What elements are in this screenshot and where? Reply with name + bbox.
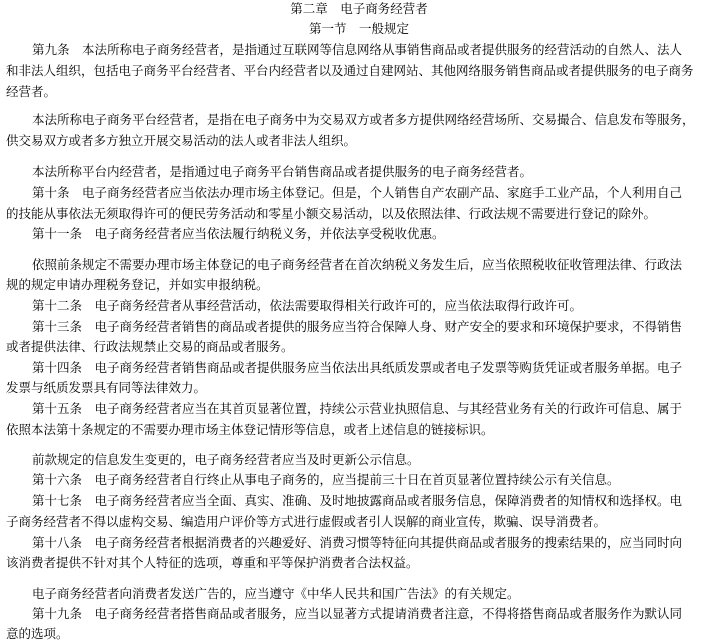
article-12-line: 第十二条 电子商务经营者从事经营活动，依法需要取得相关行政许可的，应当依法取得行政许可。: [32, 298, 583, 313]
article-9-line-2: 和非法人组织，包括电子商务平台经营者、平台内经营者以及通过自建网站、其他网络服务销售商品或者提供服务的电子商务: [6, 63, 694, 78]
article-19-line-2: 意的选项。: [6, 626, 69, 641]
article-13-line-1: 第十三条 电子商务经营者销售的商品或者提供的服务应当符合保障人身、财产安全的要求和环境保护要求，不得销售: [32, 319, 683, 334]
article-17-line-2: 子商务经营者不得以虚构交易、编造用户评价等方式进行虚假或者引人误解的商业宣传，欺骗、误导消费者。: [6, 514, 607, 529]
article-11-line: 第十一条 电子商务经营者应当依法履行纳税义务，并依法享受税收优惠。: [32, 226, 445, 241]
article-14-line-1: 第十四条 电子商务经营者销售商品或者提供服务应当依法出具纸质发票或者电子发票等购货凭证或者服务单据。电子: [32, 360, 683, 375]
article-16-line: 第十六条 电子商务经营者自行终止从事电子商务的，应当提前三十日在首页显著位置持续公示有关信息。: [32, 472, 620, 487]
info-update-line: 前款规定的信息发生变更的，电子商务经营者应当及时更新公示信息。: [32, 452, 420, 467]
advertising-line: 电子商务经营者向消费者发送广告的，应当遵守《中华人民共和国广告法》的有关规定。: [32, 586, 520, 601]
in-platform-operator-line: 本法所称平台内经营者，是指通过电子商务平台销售商品或者提供服务的电子商务经营者。: [32, 164, 533, 179]
article-18-line-1: 第十八条 电子商务经营者根据消费者的兴趣爱好、消费习惯等特征向其提供商品或者服务的搜索结果的，应当同时向: [32, 535, 683, 550]
platform-operator-line-2: 供交易双方或者多方独立开展交易活动的法人或者非法人组织。: [6, 133, 357, 148]
tax-registration-line-1: 依照前条规定不需要办理市场主体登记的电子商务经营者在首次纳税义务发生后，应当依照税收征收管理法律、行政法: [32, 257, 683, 272]
article-10-line-2: 的技能从事依法无须取得许可的便民劳务活动和零星小额交易活动，以及依照法律、行政法规不需要进行登记的除外。: [6, 206, 657, 221]
section-title: 第一节 一般规定: [308, 21, 409, 36]
article-17-line-1: 第十七条 电子商务经营者应当全面、真实、准确、及时地披露商品或者服务信息，保障消费者的知情权和选择权。电: [32, 493, 683, 508]
article-18-line-2: 该消费者提供不针对其个人特征的选项，尊重和平等保护消费者合法权益。: [6, 555, 419, 570]
article-9-line-3: 经营者。: [6, 84, 57, 99]
article-15-line-1: 第十五条 电子商务经营者应当在其首页显著位置，持续公示营业执照信息、与其经营业务有关的行政许可信息、属于: [32, 401, 683, 416]
article-10-line-1: 第十条 电子商务经营者应当依法办理市场主体登记。但是，个人销售自产农副产品、家庭手工业产品，个人利用自己: [32, 185, 683, 200]
tax-registration-line-2: 规的规定申请办理税务登记，并如实申报纳税。: [6, 277, 269, 292]
article-14-line-2: 发票与纸质发票具有同等法律效力。: [6, 380, 207, 395]
article-13-line-2: 或者提供法律、行政法规禁止交易的商品或者服务。: [6, 339, 294, 354]
article-9-line-1: 第九条 本法所称电子商务经营者，是指通过互联网等信息网络从事销售商品或者提供服务的经营活动的自然人、法人: [32, 42, 683, 57]
article-19-line-1: 第十九条 电子商务经营者搭售商品或者服务，应当以显著方式提请消费者注意，不得将搭售商品或者服务作为默认同: [32, 606, 683, 621]
platform-operator-line-1: 本法所称电子商务平台经营者，是指在电子商务中为交易双方或者多方提供网络经营场所、交易撮合、信息发布等服务，: [32, 112, 695, 127]
article-15-line-2: 依照本法第十条规定的不需要办理市场主体登记情形等信息，或者上述信息的链接标识。: [6, 422, 494, 437]
chapter-title: 第二章 电子商务经营者: [290, 1, 428, 16]
